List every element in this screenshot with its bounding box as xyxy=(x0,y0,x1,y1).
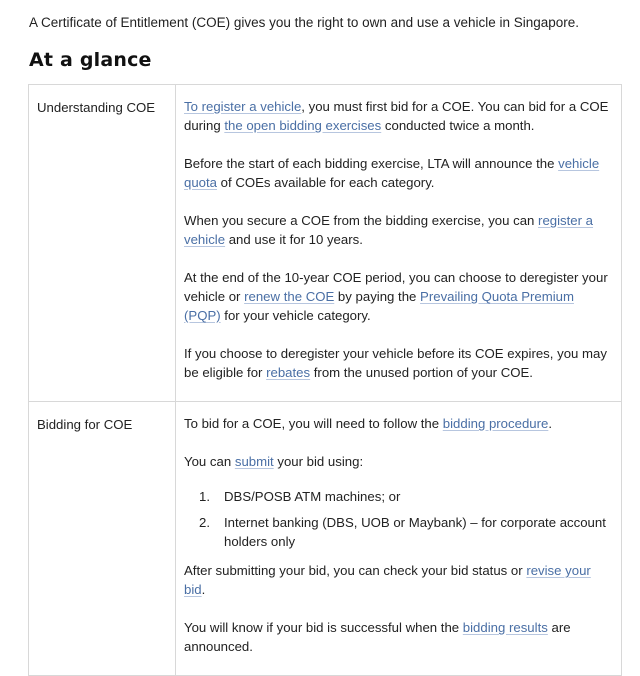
list-item xyxy=(184,513,613,551)
text: and use it for 10 years. xyxy=(225,232,363,247)
revise-bid-link[interactable]: revise your bid xyxy=(184,563,591,597)
text: . xyxy=(548,416,553,431)
paragraph xyxy=(184,268,613,325)
register-vehicle-link-2[interactable]: register a vehicle xyxy=(184,213,594,247)
paragraph xyxy=(184,452,613,471)
table-row xyxy=(29,402,622,676)
list-item xyxy=(184,487,613,506)
paragraph xyxy=(184,211,613,249)
text: When you secure a COE from the bidding exercise, you can xyxy=(184,213,539,228)
text: At the end of the 10-year COE period, you can choose to deregister your vehicle or xyxy=(184,270,608,304)
list-number: 2. xyxy=(199,515,210,530)
text: your bid using: xyxy=(273,454,364,469)
paragraph xyxy=(184,618,613,656)
renew-coe-link[interactable]: renew the COE xyxy=(244,289,335,304)
text: You will know if your bid is successful when the xyxy=(184,620,463,635)
text: conducted twice a month. xyxy=(381,118,535,133)
list-number: 1. xyxy=(199,489,210,504)
paragraph xyxy=(184,414,613,433)
bidding-procedure-link[interactable]: bidding procedure xyxy=(442,416,549,431)
row-label: Bidding for COE xyxy=(29,402,176,676)
register-vehicle-link[interactable]: To register a vehicle xyxy=(184,99,302,114)
list-text: Internet banking (DBS, UOB or Maybank) – for corporate account holders only xyxy=(224,515,606,549)
pqp-link[interactable]: Prevailing Quota Premium (PQP) xyxy=(184,289,574,323)
paragraph xyxy=(184,344,613,382)
open-bidding-link[interactable]: the open bidding exercises xyxy=(224,118,382,133)
row-content xyxy=(176,402,622,676)
paragraph xyxy=(184,561,613,599)
text: by paying the xyxy=(334,289,421,304)
text: for your vehicle category. xyxy=(220,308,371,323)
table-row xyxy=(29,85,622,402)
row-content xyxy=(176,85,622,402)
bidding-results-link[interactable]: bidding results xyxy=(462,620,548,635)
list-text: DBS/POSB ATM machines; or xyxy=(224,489,401,504)
text: of COEs available for each category. xyxy=(217,175,435,190)
text: are announced. xyxy=(184,620,571,654)
text: You can xyxy=(184,454,235,469)
vehicle-quota-link[interactable]: vehicle quota xyxy=(184,156,600,190)
text: Before the start of each bidding exercise, LTA will announce the xyxy=(184,156,559,171)
paragraph xyxy=(184,154,613,192)
paragraph xyxy=(184,97,613,135)
intro-text: A Certificate of Entitlement (COE) gives you the right to own and use a vehicle in Singapore. xyxy=(29,15,580,30)
text: After submitting your bid, you can check your bid status or xyxy=(184,563,527,578)
text: . xyxy=(201,582,206,597)
section-heading: At a glance xyxy=(29,49,152,71)
bid-methods-list xyxy=(184,487,613,551)
submit-link[interactable]: submit xyxy=(234,454,274,469)
text: If you choose to deregister your vehicle before its COE expires, you may be eligible for xyxy=(184,346,607,380)
text: To bid for a COE, you will need to follow the xyxy=(184,416,443,431)
text: from the unused portion of your COE. xyxy=(310,365,533,380)
coe-info-table xyxy=(28,84,622,676)
rebates-link[interactable]: rebates xyxy=(266,365,311,380)
row-label: Understanding COE xyxy=(29,85,176,402)
text: , you must first bid for a COE. You can bid for a COE during xyxy=(184,99,609,133)
